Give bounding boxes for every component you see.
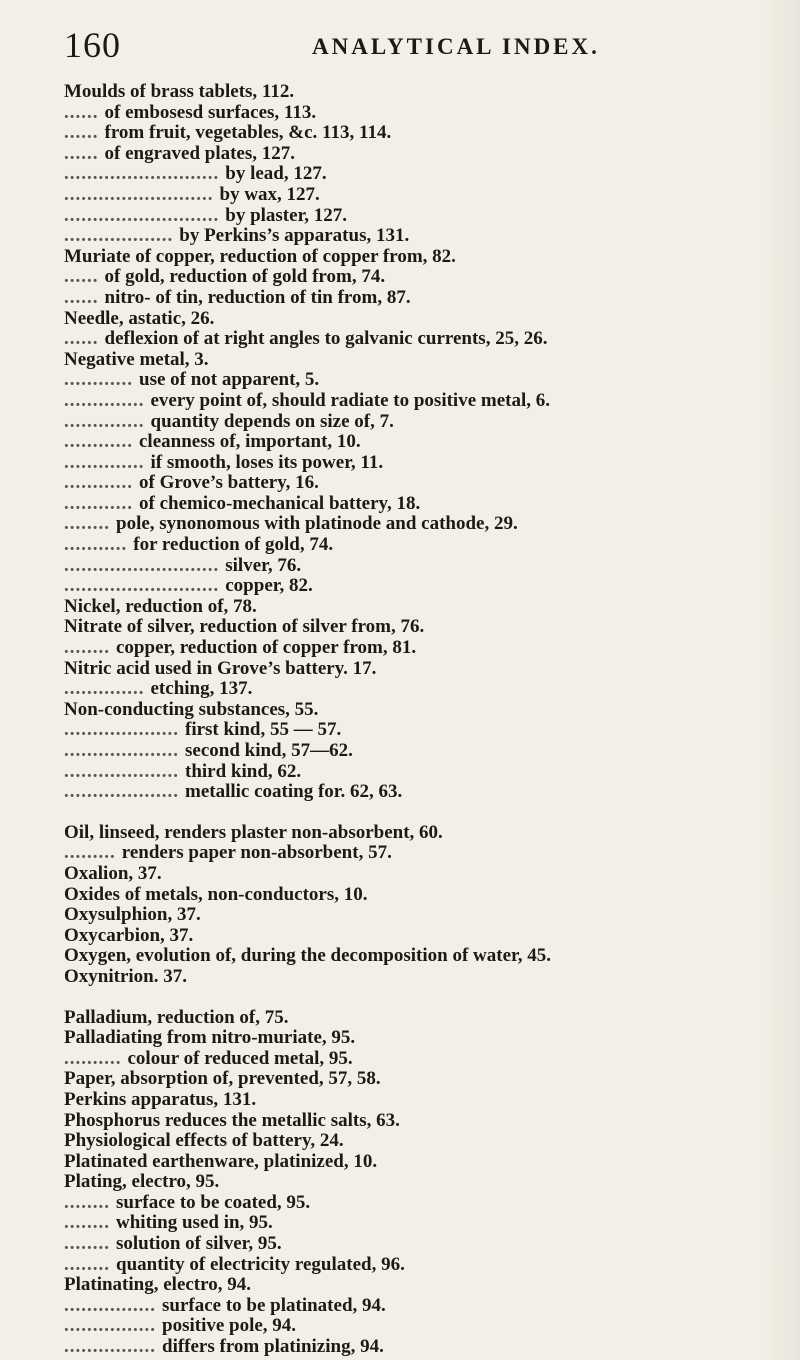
index-subentry (64, 556, 784, 577)
index-subentry (64, 638, 784, 659)
entry-text: differs from platinizing, 94. (162, 1336, 384, 1358)
leader-dots: ................ (64, 1294, 156, 1316)
entry-text: by plaster, 127. (225, 204, 348, 226)
leader-dots: ........................... (64, 575, 220, 597)
index-subentry (64, 576, 784, 597)
leader-dots: ...... (64, 142, 99, 164)
entry-text: copper, 82. (225, 575, 313, 597)
entry-text: surface to be platinated, 94. (162, 1294, 386, 1316)
index-subentry (64, 679, 784, 700)
page-number: 160 (64, 25, 121, 65)
index-subentry (64, 329, 784, 350)
entry-text: positive pole, 94. (162, 1315, 297, 1337)
index-subentry (64, 1337, 784, 1358)
index-subentry (64, 1049, 784, 1070)
entry-text: Nitrate of silver, reduction of silver from, 76. (64, 616, 425, 638)
leader-dots: ................... (64, 225, 174, 247)
entry-text: copper, reduction of copper from, 81. (116, 637, 417, 659)
index-entry (64, 247, 784, 268)
leader-dots: ........................... (64, 163, 220, 185)
leader-dots: ........ (64, 637, 110, 659)
entry-text: for reduction of gold, 74. (133, 534, 334, 556)
leader-dots: ................ (64, 1315, 156, 1337)
entry-text: etching, 137. (150, 678, 253, 700)
index-subentry (64, 185, 784, 206)
running-title: ANALYTICAL INDEX. (312, 34, 600, 59)
index-entry (64, 1008, 784, 1029)
index-subentry (64, 103, 784, 124)
index-entry (64, 309, 784, 330)
entry-text: of embosesd surfaces, 113. (104, 101, 317, 123)
entry-text: Oxides of metals, non-conductors, 10. (64, 883, 368, 905)
leader-dots: ........... (64, 534, 128, 556)
entry-text: deflexion of at right angles to galvanic currents, 25, 26. (104, 328, 548, 350)
entry-text: whiting used in, 95. (116, 1212, 273, 1234)
index-entry (64, 946, 784, 967)
leader-dots: ........................... (64, 554, 220, 576)
entry-text: by wax, 127. (219, 183, 320, 205)
leader-dots: ............ (64, 492, 133, 514)
leader-dots: ........ (64, 513, 110, 535)
leader-dots: ................ (64, 1336, 156, 1358)
index-entry (64, 1131, 784, 1152)
entry-text: by lead, 127. (225, 163, 327, 185)
index-subentry (64, 267, 784, 288)
index-entry (64, 905, 784, 926)
index-subentry (64, 535, 784, 556)
entry-text: Non-conducting substances, 55. (64, 698, 319, 720)
entry-text: renders paper non-absorbent, 57. (121, 842, 392, 864)
leader-dots: ........ (64, 1233, 110, 1255)
leader-dots: ......... (64, 842, 116, 864)
index-subentry (64, 782, 784, 803)
index-entry (64, 1275, 784, 1296)
index-entry (64, 885, 784, 906)
entry-text: Perkins apparatus, 131. (64, 1088, 257, 1110)
index-entry (64, 1152, 784, 1173)
page-edge-shadow (764, 0, 800, 1360)
leader-dots: .............. (64, 410, 145, 432)
entry-text: from fruit, vegetables, &c. 113, 114. (104, 122, 392, 144)
index-subentry (64, 843, 784, 864)
index-entry (64, 1069, 784, 1090)
entry-text: solution of silver, 95. (116, 1233, 282, 1255)
entry-text: Phosphorus reduces the metallic salts, 63. (64, 1109, 400, 1131)
entry-text: Physiological effects of battery, 24. (64, 1130, 344, 1152)
leader-dots: .............. (64, 389, 145, 411)
entry-text: Oil, linseed, renders plaster non-absorbent, 60. (64, 821, 443, 843)
entry-text: pole, synonomous with platinode and cathode, 29. (116, 513, 518, 535)
entry-text: cleanness of, important, 10. (139, 431, 361, 453)
index-subentry (64, 1234, 784, 1255)
index-subentry (64, 1255, 784, 1276)
entry-text: every point of, should radiate to positive metal, 6. (150, 389, 551, 411)
index-subentry (64, 453, 784, 474)
index-entry (64, 597, 784, 618)
entry-text: Oxynitrion. 37. (64, 965, 187, 987)
leader-dots: ........ (64, 1191, 110, 1213)
page-header (64, 24, 760, 68)
leader-dots: ...... (64, 328, 99, 350)
leader-dots: ............ (64, 431, 133, 453)
index-entry (64, 967, 784, 988)
index-subentry (64, 1296, 784, 1317)
entry-text: second kind, 57—62. (185, 740, 353, 761)
index-entry (64, 659, 784, 680)
index-subentry (64, 412, 784, 433)
index-entry (64, 1090, 784, 1111)
index-subentry (64, 288, 784, 309)
index-entry (64, 1028, 784, 1049)
index-subentry (64, 720, 784, 741)
index-subentry (64, 432, 784, 453)
index-entry (64, 700, 784, 721)
index-entry (64, 1111, 784, 1132)
entry-text: nitro- of tin, reduction of tin from, 87. (104, 286, 411, 308)
index-subentry (64, 164, 784, 185)
entry-text: of gold, reduction of gold from, 74. (104, 266, 386, 288)
index-subentry (64, 473, 784, 494)
leader-dots: .................... (64, 719, 179, 741)
entry-text: of Grove’s battery, 16. (139, 472, 319, 494)
entry-text: Oxalion, 37. (64, 862, 162, 884)
entry-text: Plating, electro, 95. (64, 1171, 220, 1193)
index-entry (64, 1172, 784, 1193)
index-entry (64, 823, 784, 844)
entry-text: if smooth, loses its power, 11. (150, 451, 384, 473)
entry-text: Needle, astatic, 26. (64, 307, 215, 329)
entry-text: colour of reduced metal, 95. (127, 1047, 353, 1069)
entry-text: Palladiating from nitro-muriate, 95. (64, 1027, 356, 1049)
entry-text: Platinated earthenware, platinized, 10. (64, 1150, 378, 1172)
entry-text: Moulds of brass tablets, 112. (64, 81, 295, 102)
leader-dots: .......................... (64, 183, 214, 205)
index-subentry (64, 1213, 784, 1234)
index-subentry (64, 123, 784, 144)
entry-text: Negative metal, 3. (64, 348, 209, 370)
entry-text: Oxysulphion, 37. (64, 904, 201, 926)
index-entry (64, 350, 784, 371)
entry-text: by Perkins’s apparatus, 131. (179, 225, 410, 247)
entry-text: first kind, 55 — 57. (185, 719, 342, 741)
leader-dots: .................... (64, 760, 179, 782)
entry-text: Paper, absorption of, prevented, 57, 58. (64, 1068, 381, 1090)
index-entries (64, 82, 784, 1358)
index-subentry (64, 514, 784, 535)
index-subentry (64, 494, 784, 515)
index-subentry (64, 370, 784, 391)
entry-text: Oxygen, evolution of, during the decomposition of water, 45. (64, 945, 551, 967)
section-gap (64, 803, 784, 823)
leader-dots: ...... (64, 286, 99, 308)
entry-text: silver, 76. (225, 554, 302, 576)
index-subentry (64, 1316, 784, 1337)
leader-dots: ........ (64, 1212, 110, 1234)
entry-text: Muriate of copper, reduction of copper from, 82. (64, 245, 456, 267)
leader-dots: .............. (64, 678, 145, 700)
leader-dots: ...... (64, 122, 99, 144)
entry-text: Platinating, electro, 94. (64, 1274, 251, 1296)
index-subentry (64, 1193, 784, 1214)
index-subentry (64, 226, 784, 247)
entry-text: surface to be coated, 95. (116, 1191, 311, 1213)
index-subentry (64, 391, 784, 412)
entry-text: of chemico-mechanical battery, 18. (139, 492, 421, 514)
leader-dots: .............. (64, 451, 145, 473)
leader-dots: ............ (64, 472, 133, 494)
entry-text: of engraved plates, 127. (104, 142, 296, 164)
leader-dots: ........ (64, 1253, 110, 1275)
index-entry (64, 926, 784, 947)
leader-dots: .................... (64, 740, 179, 761)
entry-text: metallic coating for. 62, 63. (185, 781, 403, 803)
leader-dots: ...... (64, 101, 99, 123)
entry-text: Nickel, reduction of, 78. (64, 595, 257, 617)
leader-dots: .................... (64, 781, 179, 803)
leader-dots: ...... (64, 266, 99, 288)
leader-dots: .......... (64, 1047, 122, 1069)
index-entry (64, 864, 784, 885)
entry-text: use of not apparent, 5. (139, 369, 320, 391)
entry-text: quantity depends on size of, 7. (150, 410, 394, 432)
leader-dots: ........................... (64, 204, 220, 226)
index-entry (64, 82, 784, 103)
index-subentry (64, 741, 784, 762)
index-subentry (64, 144, 784, 165)
entry-text: third kind, 62. (185, 760, 302, 782)
section-gap (64, 988, 784, 1008)
entry-text: Palladium, reduction of, 75. (64, 1006, 289, 1028)
index-subentry (64, 206, 784, 227)
index-subentry (64, 762, 784, 783)
index-entry (64, 617, 784, 638)
entry-text: quantity of electricity regulated, 96. (116, 1253, 405, 1275)
leader-dots: ............ (64, 369, 133, 391)
entry-text: Nitric acid used in Grove’s battery. 17. (64, 657, 377, 679)
entry-text: Oxycarbion, 37. (64, 924, 194, 946)
